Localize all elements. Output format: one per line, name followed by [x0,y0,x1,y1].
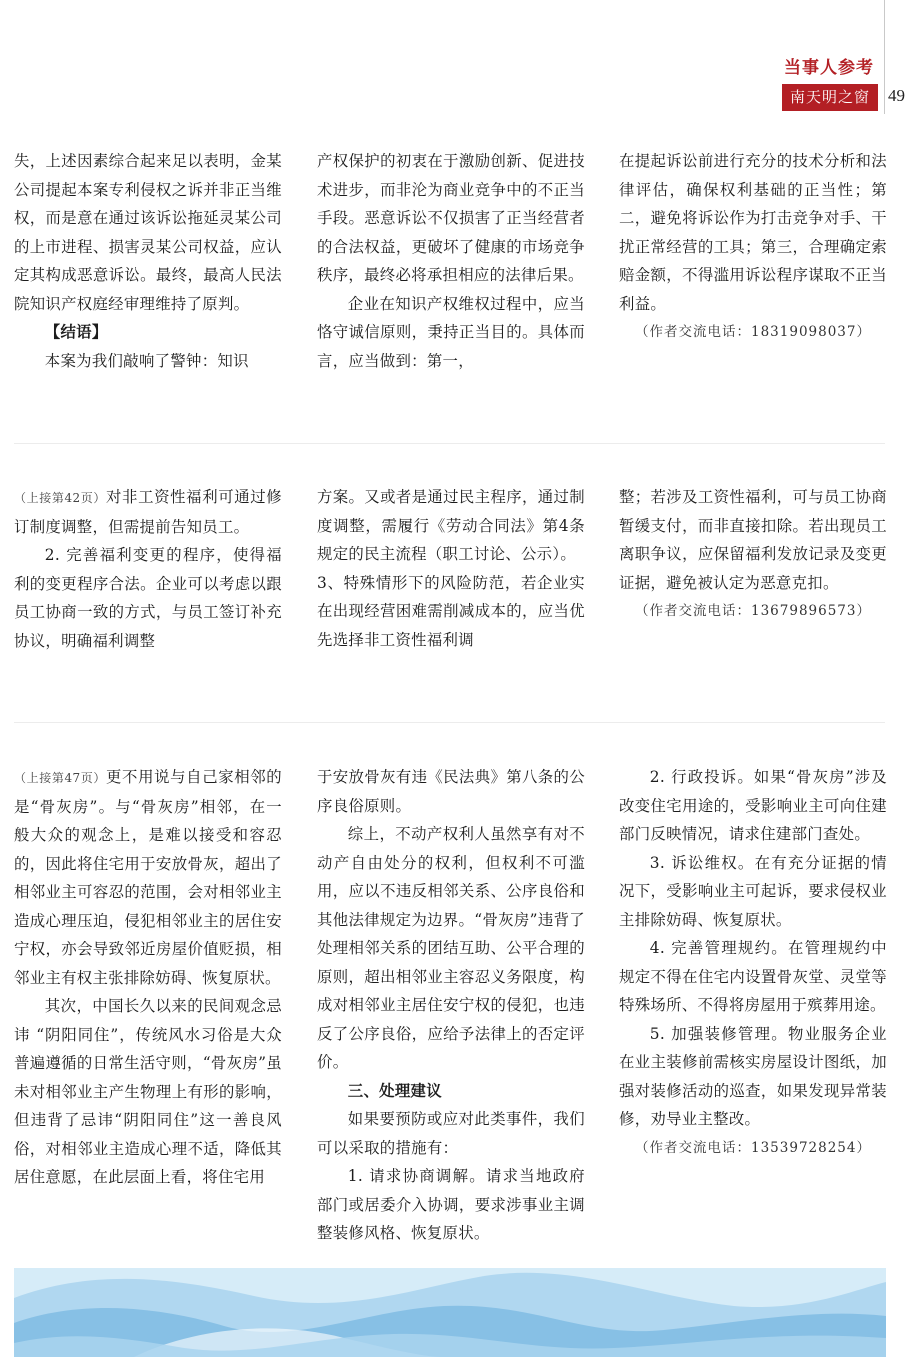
author-contact: （作者交流电话：18319098037） [635,324,871,340]
paragraph: 方案。又或者是通过民主程序，通过制度调整，需履行《劳动合同法》第4条规定的民主流程（职工讨论、公示）。 [317,488,585,563]
article-3-column-3 [619,763,887,1162]
paragraph: 4. 完善管理规约。在管理规约中规定不得在住宅内设置骨灰堂、灵堂等特殊场所、不得将房屋用于殡葬用途。 [619,939,887,1014]
paragraph: 1. 请求协商调解。请求当地政府部门或居委介入协调，要求涉事业主调整装修风格、恢复原状。 [317,1167,585,1242]
paragraph: 综上，不动产权利人虽然享有对不动产自由处分的权利，但权利不可滥用，应以不违反相邻关系、公序良俗和其他法律规定为边界。“骨灰房”违背了处理相邻关系的团结互助、公平合理的原则，超出相邻业主容忍义务限度，构成对相邻业主居住安宁权的侵犯，也违反了公序良俗，应给予法律上的否定评价。 [317,825,585,1071]
article-2-column-1 [14,483,282,655]
header-rule [884,0,885,114]
continued-from-ref: （上接第42页） [14,491,107,505]
paragraph [14,483,282,541]
paragraph: 在提起诉讼前进行充分的技术分析和法律评估，确保权利基础的正当性；第二，避免将诉讼作为打击竞争对手、干扰正常经营的工具；第三，合理确定索赔金额，不得滥用诉讼程序谋取不正当利益。 [619,152,887,313]
paragraph [14,763,282,992]
paragraph: 如果要预防或应对此类事件，我们可以采取的措施有： [317,1110,585,1157]
paragraph: 产权保护的初衷在于激励创新、促进技术进步，而非沦为商业竞争中的不正当手段。恶意诉讼不仅损害了正当经营者的合法权益，更破坏了健康的市场竞争秩序，最终必将承担相应的法律后果。 [317,152,585,284]
paragraph: 本案为我们敲响了警钟：知识 [44,351,249,370]
article-1-column-1 [14,147,282,375]
paragraph: 2. 完善福利变更的程序，使得福利的变更程序合法。企业可以考虑以跟员工协商一致的方式，与员工签订补充协议，明确福利调整 [14,546,282,650]
page-number: 49 [888,86,905,105]
paragraph: 3. 诉讼维权。在有充分证据的情况下，受影响业主可起诉，要求侵权业主排除妨碍、恢复原状。 [619,853,887,929]
paragraph: 企业在知识产权维权过程中，应当恪守诚信原则，秉持正当目的。具体而言，应当做到：第一， [317,294,585,370]
author-contact: （作者交流电话：13539728254） [635,1139,871,1156]
article-3-column-2 [317,763,585,1248]
paragraph-text: 对非工资性福利可通过修订制度调整，但需提前告知员工。 [14,488,282,536]
paragraph-text: 更不用说与自己家相邻的是“骨灰房”。与“骨灰房”相邻，在一般大众的观念上，是难以接受和容忍的，因此将住宅用于安放骨灰，超出了相邻业主可容忍的范围，会对相邻业主造成心理压迫，侵犯相邻业主的居住安宁权，亦会导致邻近房屋价值贬损，相邻业主有权主张排除妨碍、恢复原状。 [14,768,282,987]
column-tag: 南天明之窗 [782,84,878,111]
article-divider [14,722,885,723]
paragraph: 失，上述因素综合起来足以表明，金某公司提起本案专利侵权之诉并非正当维权，而是意在通过该诉讼拖延灵某公司的上市进程、损害灵某公司权益，应认定其构成恶意诉讼。最终，最高人民法院知识产权庭经审理维持了原判。 [14,152,282,313]
paragraph: 整；若涉及工资性福利，可与员工协商暂缓支付，而非直接扣除。若出现员工离职争议，应保留福利发放记录及变更证据，避免被认定为恶意克扣。 [619,488,887,592]
paragraph: 其次，中国长久以来的民间观念忌讳 “阴阳同住”，传统风水习俗是大众普遍遵循的日常生活守则，“骨灰房”虽未对相邻业主产生物理上有形的影响，但违背了忌讳“阴阳同住”这一善良风俗，对相邻业主造成心理不适，降低其居住意愿，在此层面上看，将住宅用 [14,997,282,1186]
continued-from-ref: （上接第47页） [14,771,107,785]
article-1-column-3 [619,147,887,347]
article-2-column-2 [317,483,585,654]
article-divider [14,443,885,444]
article-1-column-2 [317,147,585,375]
section-title: 当事人参考 [784,58,874,78]
decorative-wave-band [14,1268,886,1357]
section-heading: 三、处理建议 [347,1081,442,1100]
author-contact: （作者交流电话：13679896573） [635,603,871,619]
paragraph: 2. 行政投诉。如果“骨灰房”涉及改变住宅用途的，受影响业主可向住建部门反映情况，请求住建部门查处。 [619,768,887,843]
article-3-column-1 [14,763,282,1192]
paragraph: 3、特殊情形下的风险防范，若企业实在出现经营困难需削减成本的，应当优先选择非工资性福利调 [317,573,585,649]
paragraph: 于安放骨灰有违《民法典》第八条的公序良俗原则。 [317,768,585,815]
conclusion-heading: 【结语】 [44,323,108,341]
article-2-column-3 [619,483,887,626]
paragraph: 5. 加强装修管理。物业服务企业在业主装修前需核实房屋设计图纸，加强对装修活动的巡查，如果发现异常装修，劝导业主整改。 [619,1024,887,1128]
